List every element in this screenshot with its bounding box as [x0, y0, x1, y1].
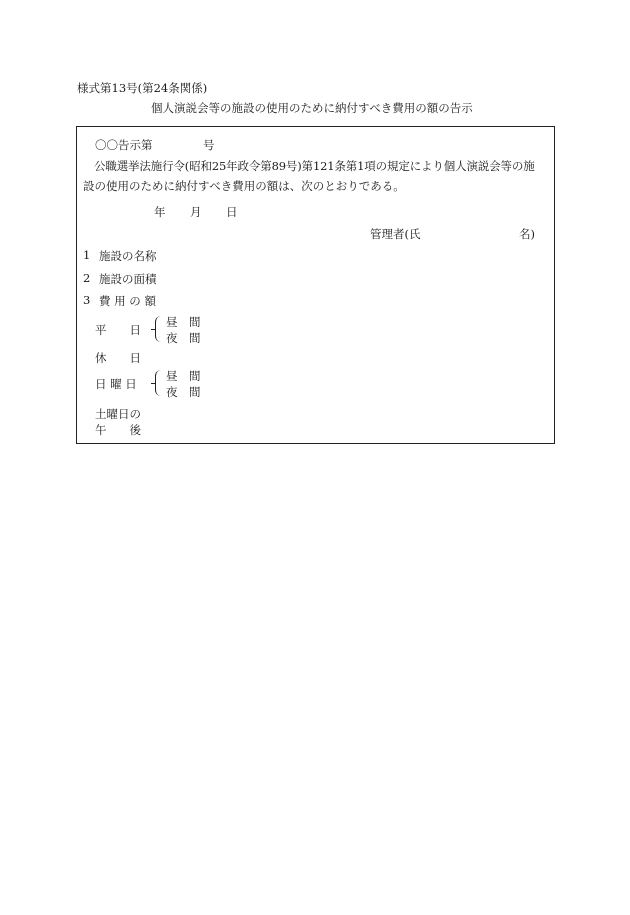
weekday-night: 夜 間 — [166, 331, 201, 345]
item-2-number: 2 — [83, 271, 91, 285]
date-year: 年 — [154, 205, 166, 219]
notice-header-suffix: 号 — [203, 138, 215, 152]
manager-name-end: 名) — [519, 227, 535, 241]
notice-body-line2: 設の使用のために納付すべき費用の額は、次のとおりである。 — [83, 179, 405, 193]
weekday-daytime: 昼 間 — [166, 315, 201, 329]
weekday-brace — [155, 316, 163, 342]
sunday-brace — [155, 370, 163, 396]
item-2-label: 施設の面積 — [99, 272, 157, 286]
item-1-label: 施設の名称 — [99, 249, 157, 263]
manager-label: 管理者(氏 — [370, 227, 421, 241]
notice-body-line1: 公職選挙法施行令(昭和25年政令第89号)第121条第1項の規定により個人演説会等の施 — [94, 159, 535, 173]
fee-sunday-label: 日 曜 日 — [95, 377, 137, 391]
fee-holiday-label: 休 日 — [95, 351, 141, 365]
notice-header-prefix: 〇〇告示第 — [95, 138, 153, 152]
fee-saturday-line2: 午 後 — [95, 423, 141, 437]
fee-weekday-label: 平 日 — [95, 323, 141, 337]
sunday-night: 夜 間 — [166, 385, 201, 399]
form-number: 様式第13号(第24条関係) — [77, 81, 208, 95]
item-3-number: 3 — [83, 293, 91, 307]
date-day: 日 — [226, 205, 238, 219]
fee-saturday-line1: 土曜日の — [95, 407, 141, 421]
date-month: 月 — [190, 205, 202, 219]
document-title: 個人演説会等の施設の使用のために納付すべき費用の額の告示 — [151, 101, 473, 115]
item-1-number: 1 — [83, 248, 91, 262]
sunday-daytime: 昼 間 — [166, 369, 201, 383]
item-3-label: 費 用 の 額 — [99, 294, 156, 308]
